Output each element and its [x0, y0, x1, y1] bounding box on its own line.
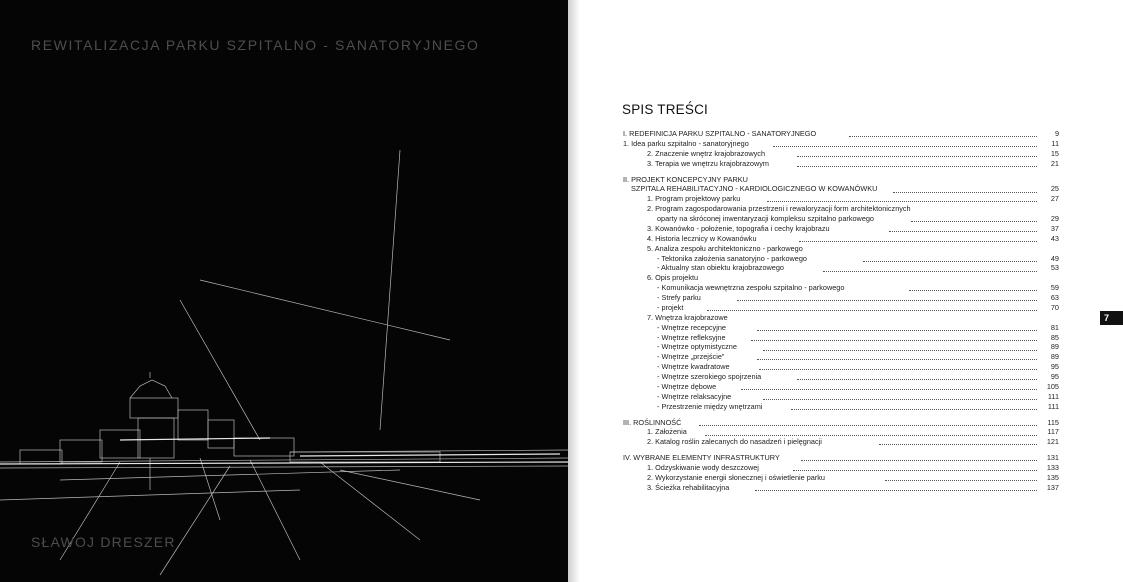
toc-dot-leader — [707, 310, 1037, 311]
toc-page-number: 21 — [1050, 158, 1059, 168]
toc-entry — [623, 483, 1059, 493]
toc-page-number: 95 — [1050, 372, 1059, 381]
toc-page-number: 81 — [1050, 322, 1059, 332]
toc-page-number: 133 — [1046, 463, 1059, 472]
toc-entry-title: 1. Założenia — [647, 427, 687, 437]
toc-entry-title: 3. Terapia we wnętrzu krajobrazowym — [647, 158, 769, 168]
toc-page-number: 89 — [1050, 342, 1059, 352]
toc-entry-title: - projekt — [657, 302, 684, 312]
toc-dot-leader — [759, 369, 1037, 370]
toc-dot-leader — [879, 444, 1037, 445]
toc-page-number: 70 — [1050, 302, 1059, 312]
toc-dot-leader — [823, 271, 1037, 272]
toc-dot-leader — [797, 166, 1037, 167]
toc-entry — [623, 273, 1059, 283]
toc-entry — [623, 139, 1059, 149]
toc-dot-leader — [911, 221, 1037, 222]
toc-entry — [623, 129, 1059, 139]
cover-author: SŁAWOJ DRESZER — [31, 534, 176, 550]
toc-entry-title: 1. Program projektowy parku — [647, 194, 741, 204]
book-gutter — [568, 0, 580, 582]
toc-entry — [623, 473, 1059, 483]
toc-entry — [623, 244, 1059, 254]
toc-entry-title: SZPITALA REHABILITACYJNO - KARDIOLOGICZNEGO W KOWANÓWKU — [631, 184, 878, 194]
toc-page-number: 137 — [1046, 482, 1059, 492]
toc-dot-leader — [737, 300, 1037, 301]
toc-dot-leader — [755, 490, 1037, 491]
toc-page-number: 111 — [1047, 401, 1059, 411]
toc-dot-leader — [863, 261, 1037, 262]
toc-dot-leader — [793, 470, 1037, 471]
toc-dot-leader — [889, 231, 1037, 232]
toc-dot-leader — [799, 241, 1037, 242]
toc-entry — [623, 175, 1059, 185]
toc-entry — [623, 283, 1059, 293]
toc-page-number: 43 — [1050, 233, 1059, 243]
toc-entry-title: - Tektonika założenia sanatoryjno - parkowego — [657, 253, 807, 263]
toc-page-number: 37 — [1050, 223, 1059, 233]
toc-entry-title: I. REDEFINICJA PARKU SZPITALNO - SANATORYJNEGO — [623, 129, 817, 138]
toc-entry — [623, 214, 1059, 224]
toc-entry-title: 2. Znaczenie wnętrz krajobrazowych — [647, 148, 766, 158]
toc-entry — [623, 303, 1059, 313]
toc-page-number: 63 — [1050, 293, 1059, 302]
toc-entry — [623, 437, 1059, 447]
toc-entry — [623, 194, 1059, 204]
toc-entry-title: - Wnętrze kwadratowe — [657, 362, 730, 372]
toc-dot-leader — [909, 290, 1037, 291]
toc-entry-title: 5. Analiza zespołu architektoniczno - parkowego — [647, 243, 803, 253]
toc-entry — [623, 392, 1059, 402]
toc-entry — [623, 402, 1059, 412]
toc-entry — [623, 382, 1059, 392]
toc-entry — [623, 463, 1059, 473]
toc-entry — [623, 204, 1059, 214]
toc-dot-leader — [757, 359, 1037, 360]
toc-entry-title: 7. Wnętrza krajobrazowe — [647, 312, 728, 322]
toc-entry-title: 4. Historia lecznicy w Kowanówku — [647, 233, 757, 243]
toc-entry — [623, 293, 1059, 303]
toc-dot-leader — [767, 201, 1037, 202]
toc-page-number: 121 — [1046, 437, 1059, 447]
toc-page-number: 49 — [1050, 253, 1059, 263]
cover-title: REWITALIZACJA PARKU SZPITALNO - SANATORYJNEGO — [31, 37, 480, 53]
toc-page-number: 15 — [1050, 148, 1059, 158]
toc-entry-title: - Wnętrze relaksacyjne — [657, 391, 732, 401]
toc-dot-leader — [801, 460, 1037, 461]
toc-entry-title: 1. Idea parku szpitalno - sanatoryjnego — [623, 138, 749, 148]
toc-page-number: 11 — [1051, 138, 1059, 148]
toc-entry — [623, 372, 1059, 382]
toc-entry — [623, 362, 1059, 372]
toc-dot-leader — [849, 136, 1037, 137]
toc-dot-leader — [797, 379, 1037, 380]
toc-dot-leader — [893, 192, 1037, 193]
toc-entry-title: IV. WYBRANE ELEMENTY INFRASTRUKTURY — [623, 453, 780, 463]
toc-entry — [623, 263, 1059, 273]
toc-page-number: 25 — [1050, 184, 1059, 194]
toc-page-number: 89 — [1050, 352, 1059, 362]
toc-dot-leader — [797, 156, 1037, 157]
toc-entry-title: - Wnętrze dębowe — [657, 381, 717, 391]
toc-entry-title: - Przestrzenie między wnętrzami — [657, 401, 763, 411]
toc-page-number: 29 — [1050, 214, 1059, 223]
toc-entry — [623, 418, 1059, 428]
toc-entry-title: 2. Katalog roślin zalecanych do nasadzeń i pielęgnacji — [647, 437, 822, 447]
toc-entry-title: III. ROŚLINNOŚĆ — [623, 417, 682, 427]
toc-heading: SPIS TREŚCI — [622, 102, 708, 117]
toc-entry — [623, 254, 1059, 264]
toc-entry-title: - Strefy parku — [657, 293, 701, 302]
toc-page-number: 111 — [1047, 391, 1059, 401]
toc-page-number: 105 — [1046, 381, 1059, 391]
toc-entry-title: 2. Wykorzystanie energii słonecznej i oświetlenie parku — [647, 472, 825, 482]
toc-dot-leader — [773, 146, 1037, 147]
toc-page-number: 131 — [1046, 453, 1059, 463]
toc-dot-leader — [763, 399, 1037, 400]
toc-dot-leader — [757, 330, 1037, 331]
toc-entry — [623, 234, 1059, 244]
toc-entry-title: 1. Odzyskiwanie wody deszczowej — [647, 463, 759, 472]
toc-entry — [623, 184, 1059, 194]
toc-page-number: 27 — [1050, 194, 1059, 204]
toc-page-number: 59 — [1050, 283, 1059, 293]
toc-entry-title: - Wnętrze recepcyjne — [657, 322, 726, 332]
toc-entry-title: - Wnętrze refleksyjne — [657, 332, 726, 342]
toc-entry — [623, 313, 1059, 323]
toc-page-number: 53 — [1050, 263, 1059, 273]
toc-dot-leader — [885, 480, 1037, 481]
toc-page-number: 95 — [1050, 362, 1059, 372]
toc-entry — [623, 352, 1059, 362]
toc-page-number: 117 — [1047, 427, 1059, 437]
page-number: 7 — [1100, 311, 1123, 325]
toc-dot-leader — [705, 435, 1037, 436]
toc-entry-title: - Aktualny stan obiektu krajobrazowego — [657, 263, 784, 273]
toc-entry-title: - Wnętrze szerokiego spojrzenia — [657, 372, 762, 381]
toc-entry — [623, 333, 1059, 343]
toc-entry-title: 3. Kowanówko - położenie, topografia i cechy krajobrazu — [647, 223, 830, 233]
toc-page — [580, 0, 1123, 582]
toc-page-number: 115 — [1047, 417, 1059, 427]
toc-dot-leader — [791, 409, 1037, 410]
toc-entry-title: 3. Ścieżka rehabilitacyjna — [647, 482, 730, 492]
toc-entry — [623, 453, 1059, 463]
table-of-contents — [623, 129, 1059, 493]
toc-entry — [623, 224, 1059, 234]
toc-entry-title: 6. Opis projektu — [647, 273, 699, 283]
toc-entry-title: - Komunikacja wewnętrzna zespołu szpitalno - parkowego — [657, 283, 845, 293]
toc-page-number: 135 — [1046, 472, 1059, 482]
toc-entry-title: - Wnętrze optymistyczne — [657, 342, 737, 352]
toc-page-number: 85 — [1050, 332, 1059, 342]
toc-entry — [623, 159, 1059, 169]
toc-entry — [623, 342, 1059, 352]
toc-dot-leader — [741, 389, 1037, 390]
toc-entry-title: II. PROJEKT KONCEPCYJNY PARKU — [623, 174, 748, 184]
toc-entry — [623, 323, 1059, 333]
toc-entry-title: - Wnętrze „przejście” — [657, 352, 725, 362]
toc-dot-leader — [763, 350, 1037, 351]
toc-entry — [623, 427, 1059, 437]
toc-entry — [623, 149, 1059, 159]
toc-page-number: 9 — [1054, 129, 1059, 138]
toc-dot-leader — [751, 340, 1037, 341]
toc-entry-title: 2. Program zagospodarowania przestrzeni i rewaloryzacji form architektonicznych — [647, 204, 911, 214]
toc-dot-leader — [699, 425, 1037, 426]
toc-entry-title: oparty na skróconej inwentaryzacji kompleksu szpitalno parkowego — [657, 214, 874, 223]
